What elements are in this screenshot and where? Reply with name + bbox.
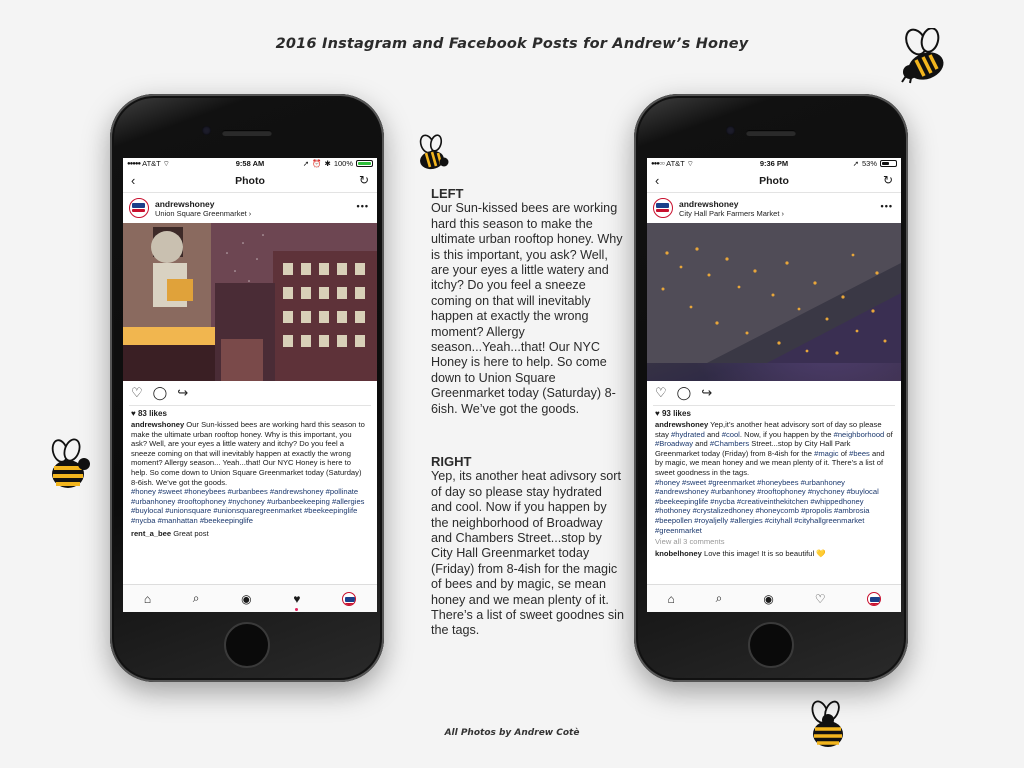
tab-bar <box>647 584 901 612</box>
left-copy <box>431 186 625 417</box>
comment-icon[interactable]: ◯ <box>676 385 692 400</box>
carrier-label: AT&T <box>666 159 685 168</box>
search-icon[interactable]: ⌕ <box>192 591 200 605</box>
post-caption: andrewshoney Yep,it’s another heat advisory sort of day so please stay #hydrated and #cool. Now, if you happen by the #neighborhood of #Broadway and #Chambers Street...stop by City Hall Park Greenmarket today (Friday) from 8-4ish for the #magic of #bees and by magic, we mean honey and we mean plenty of it. There’s a list of sweet goodness in the tags. <box>655 420 893 477</box>
camera-icon[interactable]: ◉ <box>763 591 774 606</box>
right-copy-body: Yep, its another heat adivsory sort of day so please stay hydrated and cool. Now if you happen by the neighborhood of Broadway and Chambers Street...stop by City Hall Greenmarket today (Friday) from 8-4ish for the magic of bees and by magic, se mean honey and we mean plenty of it. There’s a list of sweet goodnes sin the tags. <box>431 469 624 638</box>
bee-icon <box>896 28 954 88</box>
left-phone-screen <box>123 158 377 612</box>
post-hashtags[interactable]: #honey #sweet #greenmarket #honeybees #urbanhoney #andrewshoney #urbanhoney #rooftophoney #nychoney #buylocal #beekeepinglife #nycba #creativeinthekitchen #whippedhoney #hothoney #crystalizedhoney #honeycomb #propolis #ambrosia #beepollen #royaljelly #allergies #cityhall #cityhallgreenmarket #greenmarket <box>655 477 879 535</box>
clock-label: 9:36 PM <box>759 159 789 168</box>
back-chevron-icon[interactable]: ‹ <box>655 173 660 188</box>
home-icon[interactable]: ⌂ <box>143 591 152 606</box>
post-header <box>647 193 901 223</box>
post-actions <box>123 381 377 405</box>
profile-avatar-icon[interactable] <box>867 592 881 606</box>
share-icon[interactable]: ↪ <box>177 385 189 400</box>
bee-icon <box>44 438 94 496</box>
post-hashtags[interactable]: #honey #sweet #honeybees #urbanbees #andrewshoney #pollinate #urbanhoney #rooftophoney #nychoney #urbanbeekeeping #allergies #buylocal #unionsquare #unionsquaregreenmarket #beekeepinglife #nycba #manhattan #beekeepinglife <box>131 487 365 525</box>
home-button[interactable] <box>748 622 794 668</box>
front-camera <box>202 126 211 135</box>
nav-bar <box>647 169 901 193</box>
bee-swarm-photo <box>647 223 901 363</box>
post-username[interactable]: andrewshoney <box>679 198 739 209</box>
post-photo[interactable] <box>123 223 377 381</box>
nav-bar <box>123 169 377 193</box>
bee-icon <box>414 134 450 174</box>
likes-count: ♥ 93 likes <box>655 409 691 418</box>
bee-icon <box>804 700 852 754</box>
status-bar <box>647 158 901 169</box>
location-arrow-icon: ➚ <box>852 159 859 168</box>
heart-icon[interactable]: ♡ <box>131 385 143 400</box>
left-copy-body: Our Sun-kissed bees are working hard this season to make the ultimate urban rooftop honey. Why is this important, you ask? Well, are your eyes a little watery and itchy? Do you feel a sneeze coming on that will inevitably happen at exactly the wrong moment? Allergy season...Yeah...that! Our NYC Honey is here to help. So come down to Union Square Greenmarket today (Saturday) 8-6ish. We’ve got the goods. <box>431 201 623 416</box>
search-icon[interactable]: ⌕ <box>715 591 723 605</box>
view-comments-link[interactable]: View all 3 comments <box>655 537 725 547</box>
home-icon[interactable]: ⌂ <box>667 591 675 606</box>
back-chevron-icon[interactable]: ‹ <box>131 173 136 188</box>
camera-icon[interactable]: ◉ <box>241 591 252 606</box>
bluetooth-icon: ✱ <box>324 159 331 168</box>
left-copy-heading: LEFT <box>431 186 464 201</box>
share-icon[interactable]: ↪ <box>701 385 713 400</box>
location-arrow-icon: ➚ <box>302 159 310 168</box>
post-location[interactable]: City Hall Park Farmers Market › <box>679 208 785 218</box>
post-comment: rent_a_bee Great post <box>131 528 209 538</box>
clock-label: 9:58 AM <box>235 159 265 168</box>
heart-icon[interactable]: ♡ <box>814 591 826 606</box>
comment-icon[interactable]: ◯ <box>152 385 168 400</box>
post-actions <box>647 381 901 405</box>
battery-percent: 53% <box>861 159 877 168</box>
post-comment: knobelhoney Love this image! It is so beautiful 💛 <box>655 549 826 559</box>
more-icon[interactable]: ••• <box>880 201 893 211</box>
right-phone <box>634 94 908 682</box>
profile-avatar-icon[interactable] <box>342 592 356 606</box>
right-phone-screen <box>647 158 901 612</box>
carrier-label: AT&T <box>142 159 161 168</box>
likes-count: ♥ 83 likes <box>131 409 167 418</box>
post-username[interactable]: andrewshoney <box>155 198 215 209</box>
rooftop-beekeeper-photo <box>123 223 377 381</box>
front-camera <box>726 126 735 135</box>
profile-avatar-icon[interactable] <box>129 198 149 218</box>
tab-bar <box>123 584 377 612</box>
wifi-icon: ⌔ <box>686 158 694 168</box>
heart-icon[interactable]: ♥ <box>293 591 301 606</box>
right-copy <box>431 454 625 639</box>
post-photo[interactable] <box>647 223 901 381</box>
post-location[interactable]: Union Square Greenmarket › <box>155 208 252 218</box>
earpiece-speaker <box>746 130 796 136</box>
nav-title: Photo <box>759 174 789 187</box>
heart-icon[interactable]: ♡ <box>655 385 667 400</box>
refresh-icon[interactable]: ↻ <box>358 173 369 187</box>
battery-percent: 100% <box>333 159 353 168</box>
photo-credits: All Photos by Andrew Cotè <box>444 728 580 738</box>
refresh-icon[interactable]: ↻ <box>882 173 893 187</box>
wifi-icon: ⌔ <box>162 158 170 168</box>
post-caption: andrewshoney Our Sun-kissed bees are working hard this season to make the ultimate urban rooftop honey. Why is this important, you ask? Well, are your eyes a little watery and itchy? Do you feel a sneeze coming on that will inevitably happen at exactly the wrong moment? Allergy season... Yeah...that! Our NYC Honey is here to help. So come down to Union Square Greenmarket today (Saturday) 8-6ish. We’ve got the goods. <box>131 420 365 487</box>
profile-avatar-icon[interactable] <box>653 198 673 218</box>
earpiece-speaker <box>222 130 272 136</box>
left-phone <box>110 94 384 682</box>
battery-icon <box>880 160 897 167</box>
post-header <box>123 193 377 223</box>
alarm-icon: ⏰ <box>312 159 322 168</box>
signal-icon: ●●●●● <box>127 160 141 167</box>
nav-title: Photo <box>235 174 265 187</box>
home-button[interactable] <box>224 622 270 668</box>
status-bar <box>123 158 377 169</box>
right-copy-heading: RIGHT <box>431 454 472 469</box>
battery-icon <box>356 160 373 167</box>
signal-icon: ●●●○○ <box>651 160 665 167</box>
page-title: 2016 Instagram and Facebook Posts for Andrew’s Honey <box>275 36 749 52</box>
more-icon[interactable]: ••• <box>356 201 369 211</box>
